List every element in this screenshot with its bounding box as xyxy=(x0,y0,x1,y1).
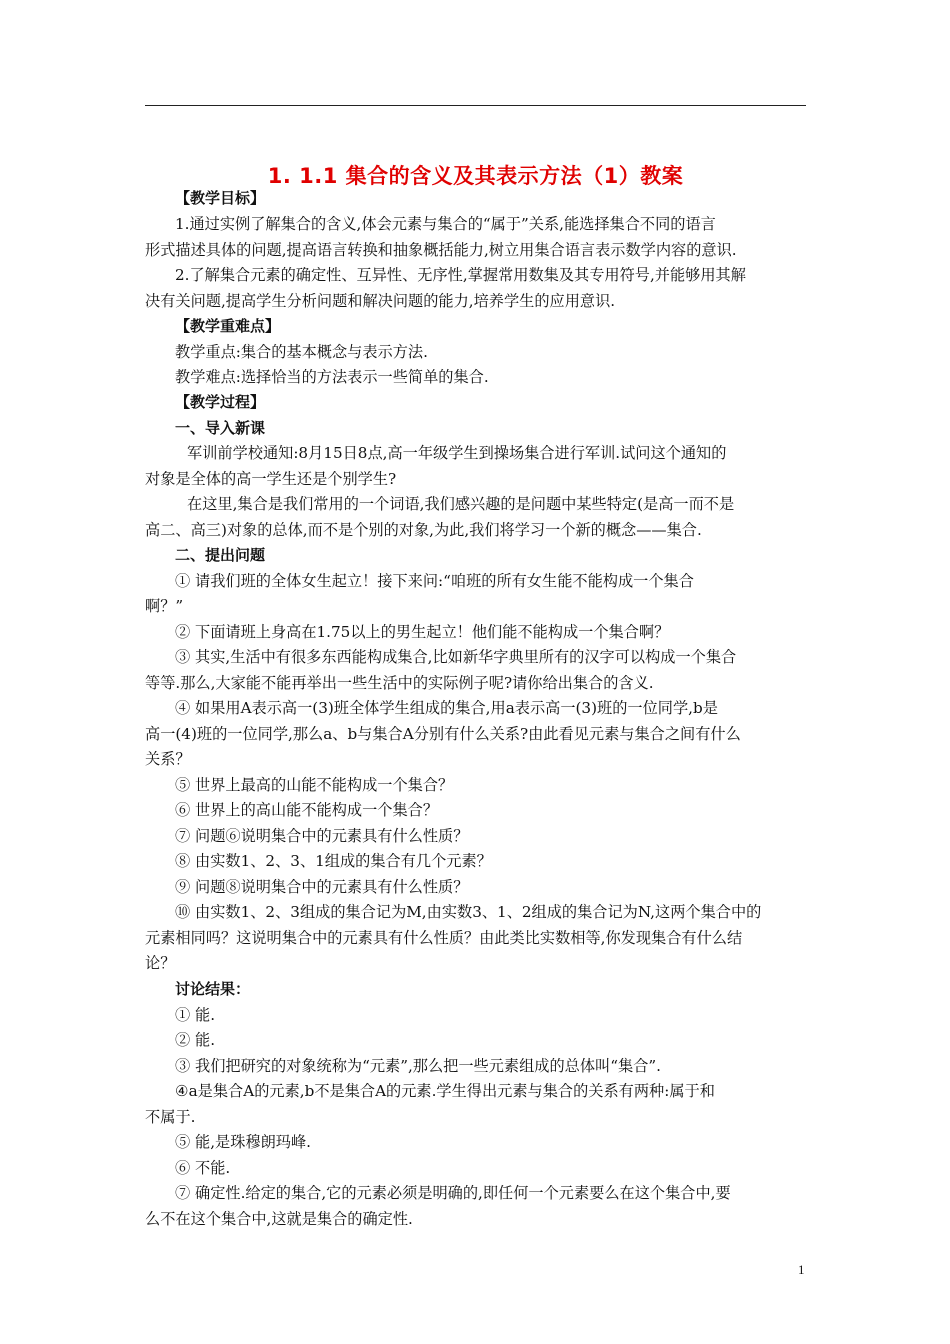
answer-4-line-1: ④a是集合A的元素,b不是集合A的元素.学生得出元素与集合的关系有两种:属于和 xyxy=(175,1082,715,1100)
difficult-point: 教学难点:选择恰当的方法表示一些简单的集合. xyxy=(175,368,489,386)
question-5: ⑤ 世界上最高的山能不能构成一个集合？ xyxy=(175,776,454,794)
goal-2-line-1: 2.了解集合元素的确定性、互异性、无序性,掌握常用数集及其专用符号,并能够用其解 xyxy=(175,266,746,284)
goal-1-line-1: 1.通过实例了解集合的含义,体会元素与集合的“属于”关系,能选择集合不同的语言 xyxy=(175,215,716,233)
question-7: ⑦ 问题⑥说明集合中的元素具有什么性质？ xyxy=(175,827,469,845)
key-points-heading: 【教学重难点】 xyxy=(175,317,281,335)
question-1-line-2: 啊？” xyxy=(145,597,184,615)
intro-1-line-1: 军训前学校通知:8月15日8点,高一年级学生到操场集合进行军训.试问这个通知的 xyxy=(187,444,727,462)
question-8: ⑧ 由实数1、2、3、1组成的集合有几个元素？ xyxy=(175,852,492,870)
question-3-line-1: ③ 其实,生活中有很多东西能构成集合,比如新华字典里所有的汉字可以构成一个集合 xyxy=(175,648,737,666)
document-title: 1. 1.1 集合的含义及其表示方法（1）教案 xyxy=(267,164,684,188)
question-4-line-1: ④ 如果用A表示高一(3)班全体学生组成的集合,用a表示高一(3)班的一位同学,b是 xyxy=(175,699,718,717)
question-10-line-1: ⑩ 由实数1、2、3组成的集合记为M,由实数3、1、2组成的集合记为N,这两个集合中的 xyxy=(175,903,762,921)
part-1-heading: 一、导入新课 xyxy=(175,419,266,437)
question-10-line-3: 论？ xyxy=(145,954,176,972)
question-9: ⑨ 问题⑧说明集合中的元素具有什么性质？ xyxy=(175,878,469,896)
question-3-line-2: 等等.那么,大家能不能再举出一些生活中的实际例子呢?请你给出集合的含义. xyxy=(145,674,654,692)
answer-6: ⑥ 不能. xyxy=(175,1159,231,1177)
question-10-line-2: 元素相同吗？这说明集合中的元素具有什么性质？由此类比实数相等,你发现集合有什么结 xyxy=(145,929,743,947)
goals-heading: 【教学目标】 xyxy=(175,189,266,207)
answer-4-line-2: 不属于. xyxy=(145,1108,196,1126)
goal-1-line-2: 形式描述具体的问题,提高语言转换和抽象概括能力,树立用集合语言表示数学内容的意识. xyxy=(145,241,737,259)
answer-5: ⑤ 能,是珠穆朗玛峰. xyxy=(175,1133,311,1151)
question-6: ⑥ 世界上的高山能不能构成一个集合？ xyxy=(175,801,439,819)
question-2: ② 下面请班上身高在1.75以上的男生起立！他们能不能构成一个集合啊？ xyxy=(175,623,670,641)
process-heading: 【教学过程】 xyxy=(175,393,266,411)
answer-1: ① 能. xyxy=(175,1006,216,1024)
answer-3: ③ 我们把研究的对象统称为“元素”,那么把一些元素组成的总体叫“集合”. xyxy=(175,1057,661,1075)
part-2-heading: 二、提出问题 xyxy=(175,546,266,564)
goal-2-line-2: 决有关问题,提高学生分析问题和解决问题的能力,培养学生的应用意识. xyxy=(145,292,616,310)
header-rule xyxy=(145,105,806,106)
key-point: 教学重点:集合的基本概念与表示方法. xyxy=(175,343,428,361)
answer-7-line-2: 么不在这个集合中,这就是集合的确定性. xyxy=(145,1210,413,1228)
intro-1-line-2: 对象是全体的高一学生还是个别学生? xyxy=(145,470,397,488)
page-number: 1 xyxy=(798,1262,805,1277)
answer-7-line-1: ⑦ 确定性.给定的集合,它的元素必须是明确的,即任何一个元素要么在这个集合中,要 xyxy=(175,1184,731,1202)
question-4-line-2: 高一(4)班的一位同学,那么a、b与集合A分别有什么关系?由此看见元素与集合之间有什么 xyxy=(145,725,741,743)
intro-2-line-1: 在这里,集合是我们常用的一个词语,我们感兴趣的是问题中某些特定(是高一而不是 xyxy=(187,495,735,513)
question-1-line-1: ① 请我们班的全体女生起立！接下来问:“咱班的所有女生能不能构成一个集合 xyxy=(175,572,694,590)
question-4-line-3: 关系？ xyxy=(145,750,191,768)
answer-2: ② 能. xyxy=(175,1031,216,1049)
discussion-heading: 讨论结果： xyxy=(175,980,251,998)
intro-2-line-2: 高二、高三)对象的总体,而不是个别的对象,为此,我们将学习一个新的概念——集合. xyxy=(145,521,702,539)
